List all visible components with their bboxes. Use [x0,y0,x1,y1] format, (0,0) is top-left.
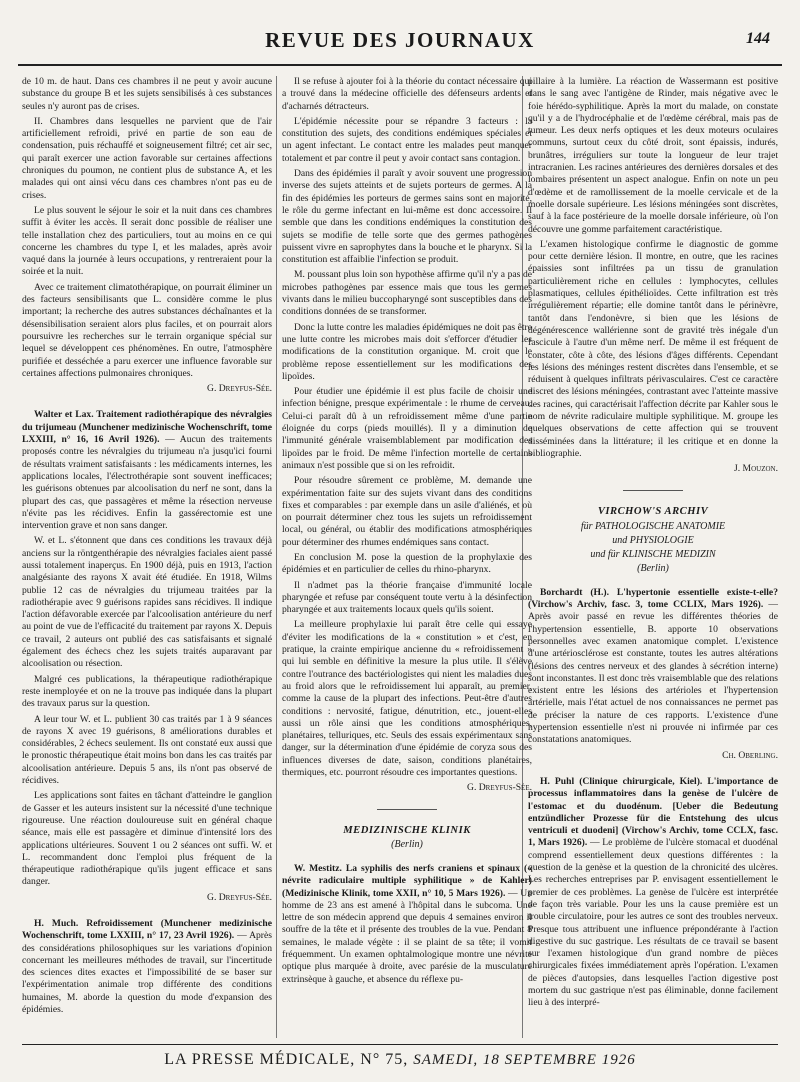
article-heading: H. Much. Refroidissement (Munchener medizinische Wochenschrift, tome LXXIII, n° 17, 23 Avril 1926). [22,918,272,942]
paragraph: de 10 m. de haut. Dans ces chambres il ne peut y avoir aucune substance du groupe B et les sujets sensibilisés à ces substances seules n'y auront pas de crises. [22,76,272,112]
column-middle [282,76,532,989]
paragraph: — Le problème de l'ulcère stomacal et duodénal comprend essentiellement deux questions différentes : la question de la genèse et la question de la chronicité des ulcères. Les recherches entreprises par P. envisagent essentiellement le premier de ces problèmes. La genèse de l'ulcère est interprétée de façon très variable. Pour les uns la cause première est un trouble circulatoire, pour les autres ce sont des troubles nerveux. Presque tous attribuent une influence prépondérante à l'action digestive du suc gastrique. Les résultats de ce travail se basent sur l'examen histologique d'un grand nombre de pièces chirurgicales fixées immédiatement après l'opération. L'examen de pièces d'autopsies, dans lesquelles l'action digestive post mortem du suc gastrique n'est pas éliminable, donne facilement lieu à des interpré- [528,837,778,1009]
paragraph: Avec ce traitement climatothérapique, on pourrait éliminer un des facteurs sensibilisants que L. considère comme le plus important; la recherche des autres substances déchaînantes et la désensibilisation seraient alors plus faciles, et on pourrait alors poursuivre les recherches sur le terrain organique spécial sur lequel se développent ces phénomènes. En outre, l'atmosphère purifiée et desséchée a paru exercer une influence favorable sur certaines affections pulmonaires chroniques. [22,281,272,379]
paragraph: Dans des épidémies il paraît y avoir souvent une progression inverse des sujets atteints et de sujets porteurs de germes. A la fin des épidémies les porteurs de germes sains sont en majorité, le rôle du germe infectant en lui-même est donc accessoire. Il semble que dans les conditions endémiques la constitution des sujets se modifie de telle sorte que des germes pathogènes puissent vivre en saprophytes dans la bouche et le pharynx. Si la constitution est affaiblie l'infection se produit. [282,168,532,266]
article-heading: Borchardt (H.). L'hypertonie essentielle existe-t-elle? (Virchow's Archiv, fasc. 3, tome CCLIX, Mars 1926). [528,586,778,611]
paragraph: Pour résoudre sûrement ce problème, M. demande une expérimentation faite sur des sujets vivant dans des conditions fixes et comparables : par exemple dans un asile d'aliénés, et où on pourrait déterminer chez tous les sujets un refroidissement local, ou général, ou établir des modifications atmosphériques pour déterminer des rhumes endémiques sans contact. [282,475,532,548]
author-signature: G. Dreyfus-Sée. [207,891,272,903]
section-place: (Berlin) [637,562,669,574]
author-signature: G. Dreyfus-Sée. [467,782,532,794]
paragraph: Pour étudier une épidémie il est plus facile de choisir une infection bénigne, presque expérimentale : le rhume de cerveau. Celui-ci paraît dû à un refroidissement même d'une partie éloignée du corps (pieds mouillés). Il y a diminution de l'immunité générale vraisemblablement par modification des lipoïdes par le froid. De même l'infection mortelle de certains animaux n'est possible que si on les refroidit. [282,386,532,471]
section-subheading: für PATHOLOGISCHE ANATOMIE [580,520,726,532]
article-title [528,587,778,747]
article-title [528,776,778,1010]
column-right [528,76,778,1013]
header-rule [18,64,782,66]
paragraph: Il se refuse à ajouter foi à la théorie du contact nécessaire qui a trouvé dans la médecine officielle des défenseurs ardents et d'acharnés détracteurs. [282,76,532,112]
paragraph: Il n'admet pas la théorie française d'immunité locale pharyngée et refuse par conséquent toute vertu à la désinfection pharyngée et aux traitements locaux quels qu'ils soient. [282,579,532,616]
paragraph: Les applications sont faites en tâchant d'atteindre le ganglion de Gasser et les auteurs insistent sur la nécessité d'une technique rigoureuse. Une réaction douloureuse suit en général chaque séance, mais elle est passagère et diminue d'intensité lors des applications ultérieures. Souvent 1 ou 2 séances ont suffi. W. et L. recommandent donc l'emploi plus fréquent de la thérapeutique radiothérapique qu'ils jugent efficace et sans danger. [22,790,272,888]
paragraph: La meilleure prophylaxie lui paraît être celle qui essaye d'éviter les modifications de la « constitution » et c'est, en pratique, la crainte empirique ancienne du « refroidissement » qui lui semble en définitive la mesure la plus utile. Il s'élève contre l'outrance des bactériologistes qui nient les maladies dues au froid alors que le refroidissement lui apparaît, au premier, comme la cause de la plupart des infections. Peut-être d'autres conditions : nervosité, fatigue, dénutrition, etc., jouent-elles aussi un rôle ainsi que les conditions atmosphériques, planétaires, telluriques, etc. Seuls des essais expérimentaux sans danger, sur la détermination d'une épidémie de coryza sous des influences diverses de date, saison, conditions planétaires, thermiques, etc. pourront résoudre ces importantes questions. [282,619,532,779]
paragraph: L'épidémie nécessite pour se répandre 3 facteurs : la constitution des sujets, des conditions endémiques spéciales et un agent infectant. Le contact entre les malades peut manquer totalement et par contre il peut y avoir contact sans contagion. [282,115,532,164]
page-header [18,26,782,58]
paragraph: Donc la lutte contre les maladies épidémiques ne doit pas être une lutte contre les microbes mais doit s'efforcer d'étudier les modifications de la constitution organique. M. croit que le problème repose essentiellement sur les modifications des lipoïdes. [282,321,532,382]
paragraph: Malgré ces publications, la thérapeutique radiothérapique reste inemployée et on ne la trouve pas indiquée dans la plupart des travaux parus sur la question. [22,673,272,710]
page-title: REVUE DES JOURNAUX [265,28,535,52]
issue-date: SAMEDI, 18 SEPTEMBRE 1926 [413,1052,636,1068]
paragraph: En conclusion M. pose la question de la prophylaxie des épidémies et en particulier de celles du rhino-pharynx. [282,551,532,576]
section-heading: MEDIZINISCHE KLINIK [343,824,471,836]
article-heading: Walter et Lax. Traitement radiothérapique des névralgies du trijumeau (Munchener medizinische Wochenschrift, tome LXXIII, n° 16, 16 Avril 1926). [22,409,272,446]
article-heading: H. Puhl (Clinique chirurgicale, Kiel). L'importance de processus inflammatoires dans la genèse de l'ulcère de l'estomac et du duodénum. [Ueber die Bedeutung entzündlicher Prozesse für die Entstehung des ulcus ventriculi et duodeni] (Virchow's Archiv, tome CCLX, fasc. 1, Mars 1926). [528,775,778,849]
section-subheading: und PHYSIOLOGIE [612,534,694,546]
author-signature: J. Mouzon. [734,463,778,475]
paragraph: — Un homme de 23 ans est amené à l'hôpital dans le subcoma. Une lettre de son médecin apprend que depuis 4 semaines environ il souffre de la tête et il présente des troubles de la vue. Pendant 8 semaines, le malade végète : il se plaint de sa tête; il vomit fréquemment. Un examen ophtalmologique montre une névrite optique plus marquée à droite, avec parésie de la musculature extrinsèque à gauche, et absence du réflexe pu- [282,887,532,985]
article-heading: W. Mestitz. La syphilis des nerfs craniens et spinaux (« névrite radiculaire multiple syphilitique » de Kahler) (Medizinische Klinik, tome XXII, n° 10, 5 Mars 1926). [282,862,532,899]
article-title [22,409,272,532]
paragraph: — Après avoir passé en revue les différentes théories de l'hypertension essentielle, B. apporte 10 observations personnelles avec examen anatomique complet. L'existence d'une artériosclérose est constante, toutes les autres altérations (lésions des centres nerveux et des glandes à sécrétion interne) sont inconstantes. Il est donc très vraisemblable que des relations existent entre les lésions des artérioles et l'hypertension artérielle, mais l'état actuel de nos connaissances ne permet pas de préciser la nature de ces rapports. L'existence d'une hypertension essentielle n'est ni prouvée ni infirmée par ces constatations anatomiques. [528,599,778,746]
paragraph: II. Chambres dans lesquelles ne parvient que de l'air artificiellement refroidi, privé en partie de son eau de condensation, puis réchauffé et soigneusement filtré; cet air sec, qui paraît exercer une action favorable sur certaines affections chroniques du poumon, ne contient plus de substance A, et les malades qui ont ainsi vécu dans ces chambres n'ont pas eu de crises. [22,115,272,201]
paragraph: — Aucun des traitements proposés contre les névralgies du trijumeau n'a jusqu'ici fourni de résultats vraiment satisfaisants : les médicaments internes, les applications locales, l'électrothérapie sont souvent inefficaces; les guérisons obtenues par alcoolisation du nerf ne sont, dans la plupart des cas, que passagères et même la résection nerveuse n'évite pas les récidives. Enfin la gassérectomie est une intervention grave et non sans danger. [22,434,272,532]
column-divider [276,76,277,1038]
article-title [282,863,532,986]
page-number: 144 [746,30,770,47]
section-heading: VIRCHOW'S ARCHIV [597,505,709,517]
paragraph: Le plus souvent le séjour le soir et la nuit dans ces chambres suffit à éviter les accès. Il serait donc possible de réaliser une telle installation chez des particuliers, tout au moins en ce qui concerne les chambres du type I, et les malades, après avoir vaqué dans la journée à leurs occupations, y rentreraient pour la soirée et la nuit. [22,204,272,278]
paragraph: — Après des considérations philosophiques sur les variations d'opinion concernant les meilleures méthodes de travail, sur l'incertitude des sciences dites exactes et l'impossibilité de se baser sur l'expérimentation animale trop différente des conditions humaines, M. aborde la question du mode d'expansion des épidémies. [22,930,272,1016]
paragraph: A leur tour W. et L. publient 30 cas traités par 1 à 9 séances de rayons X avec 19 guérisons, 8 améliorations durables et considérables, 2 échecs seulement. Ils ont constaté eux aussi que le pronostic thérapeutique était moins bon dans les cas traités par alcoolisation antérieure. Depuis 5 ans, ils n'ont pas observé de récidives. [22,713,272,787]
author-signature: G. Dreyfus-Sée. [207,383,272,395]
column-left [22,76,272,1019]
article-title [22,918,272,1016]
section-place: (Berlin) [391,838,423,850]
paragraph: M. poussant plus loin son hypothèse affirme qu'il n'y a pas de microbes pathogènes par essence mais que tous les germes vivants dans le milieu buccopharyngé sont susceptibles dans des conditions données de se transformer. [282,269,532,318]
journal-name: LA PRESSE MÉDICALE, N° 75, [164,1051,409,1068]
section-subheading: und für KLINISCHE MEDIZIN [590,548,716,560]
section-divider [377,809,437,810]
paragraph: L'examen histologique confirme le diagnostic de gomme pour cette dernière lésion. Il montre, en outre, que les racines épaissies sont infiltrées pa un tissu de granulation particulièrement riche en cellules : lymphocytes, cellules plasmatiques, cellules épithélioïdes. Cette infiltration est très irrégulièrement répartie; elle domine tantôt dans le périnèvre, tantôt dans l'endonèvre, si bien que les lésions de dégénérescence wallérienne sont de gravité très inégale d'un fascicule à l'autre d'un même nerf. De même il est fréquent de constater, côte à côte, des lésions d'âges différents. Cependant les lésions des méninges restent discrètes dans l'ensemble, et se réduisent à quelques infiltrats périvasculaires. C'est ce caractère discret des lésions méningées, contrastant avec l'atteinte massive des racines, qui caractérisait l'affection décrite par Kahler sous le nom de névrite radiculaire multiple syphilitique. M. groupe les quelques observations de cette affection qui se trouvent disséminées dans la littérature; il les critique et en donne la bibliographie. [528,238,778,459]
author-signature: Ch. Oberling. [722,749,778,761]
paragraph: pillaire à la lumière. La réaction de Wassermann est positive dans le sang avec l'antigène de Rinder, mais négative avec le foie hérédo-syphilitique. Après la mort du malade, on constate qu'il y a de l'hydrocéphalie et de l'œdème cérébral, mais pas de tumeur. Les deux nerfs optiques et les deux moteurs oculaires communs, surtout ceux du côté droit, sont épaissis, indurés, brunâtres, irréguliers sur toute la longueur de leur trajet intracranien. Les racines antérieures des dernières dorsales et des lombaires présentent un aspect analogue. Enfin on note un peu d'œdème et de ramollissement de la moelle cervicale et de la moelle dorsale supérieure. Les lésions méningées sont discrètes, sauf à la face postérieure de la moelle dorsale inférieure, où l'on découvre une gomme parfaitement caractéristique. [528,76,778,235]
section-divider [623,490,683,491]
page-footer [22,1044,778,1079]
paragraph: W. et L. s'étonnent que dans ces conditions les travaux déjà anciens sur la röntgenthérapie des névralgies faciales aient passé aussi totalement inaperçus. En 1900 déjà, puis en 1913, l'action analgésiante des rayons X avait été étudiée. En 1918, Wilms publie 12 cas de névralgies du trijumeau traitées par la radiothérapie avec 9 guérisons rapides sans récidives. Il indique l'action défavorable exercée par l'alcoolisation antérieure du nerf au point de vue de l'efficacité du traitement par rayons X. Depuis ce travail, 2 auteurs ont publié des cas satisfaisants et signalé également des échecs chez les sujets traités auparavant par alcoolisation ou résection. [22,535,272,670]
